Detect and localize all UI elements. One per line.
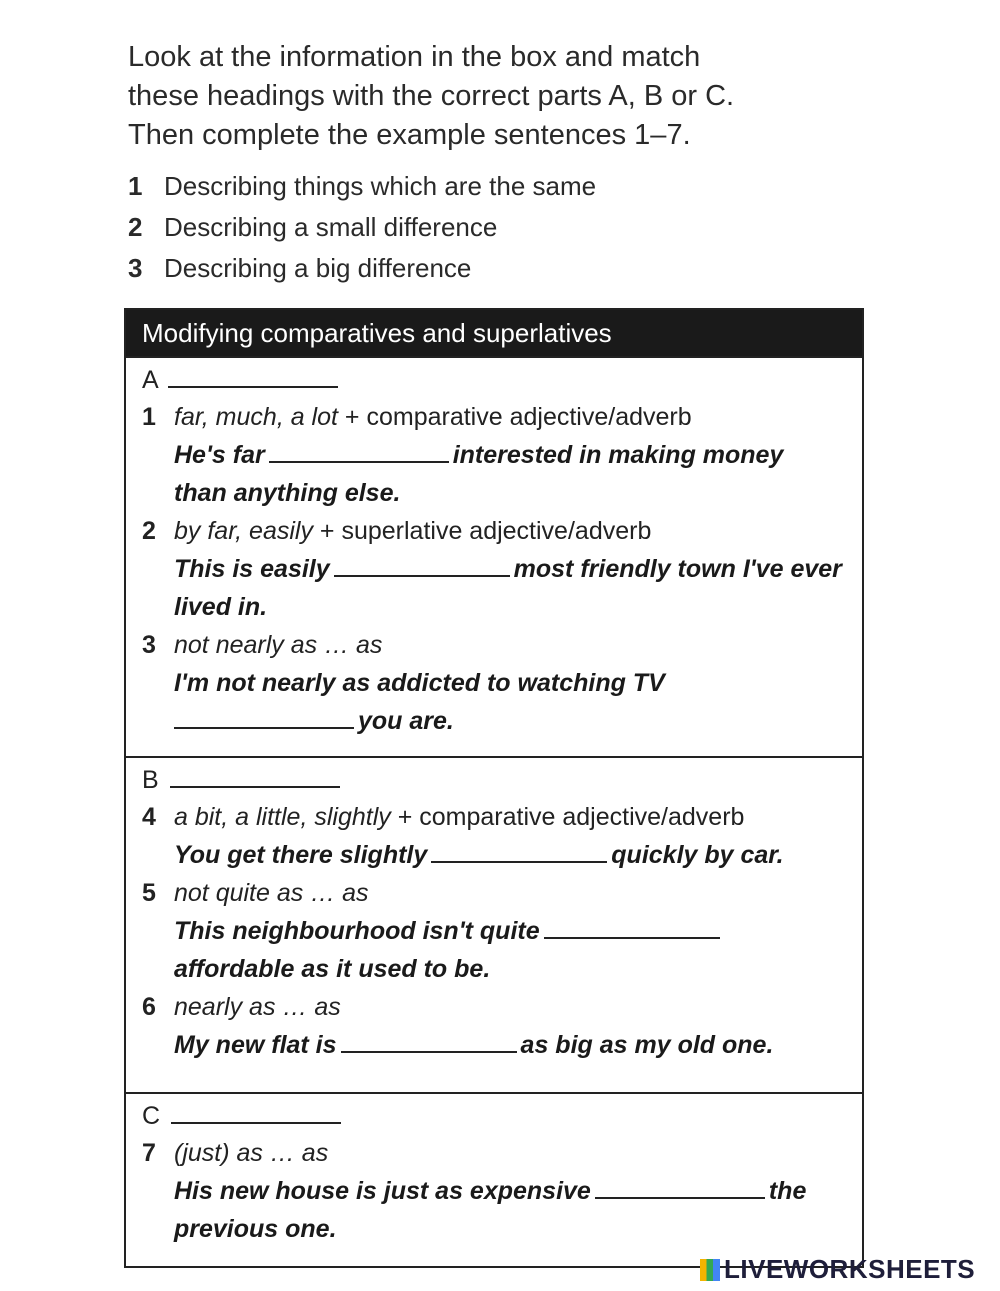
rule	[142, 1134, 862, 1172]
item-number: 2	[142, 517, 156, 545]
example	[142, 702, 862, 740]
rule	[142, 398, 862, 436]
heading-text: Describing things which are the same	[164, 171, 597, 201]
heading-number: 1	[128, 171, 143, 201]
rule-keywords: not nearly as … as	[174, 631, 383, 659]
example	[142, 1026, 862, 1064]
instruction-line: Look at the information in the box and match	[128, 41, 701, 73]
example-text: affordable as it used to be.	[174, 955, 491, 983]
answer-blank-3[interactable]	[174, 703, 354, 729]
item-7	[126, 1134, 862, 1248]
item-3	[126, 626, 862, 740]
section-label	[126, 758, 862, 798]
item-4	[126, 798, 862, 874]
box-title: Modifying comparatives and superlatives	[126, 310, 862, 356]
example-text: most friendly town I've ever	[513, 555, 842, 583]
heading-text: Describing a big difference	[164, 253, 472, 283]
instruction-line: Then complete the example sentences 1–7.	[128, 119, 691, 151]
heading-answer-blank-b[interactable]	[170, 762, 340, 788]
item-number: 7	[142, 1139, 156, 1167]
item-number: 5	[142, 879, 156, 907]
item-6	[126, 988, 862, 1064]
example-text: You get there slightly	[174, 841, 428, 869]
heading-answer-blank-a[interactable]	[168, 362, 338, 388]
item-number: 4	[142, 803, 156, 831]
example-text: This neighbourhood isn't quite	[174, 917, 540, 945]
rule	[142, 988, 862, 1026]
heading-option-3	[128, 248, 596, 289]
example	[142, 1172, 862, 1210]
example	[142, 474, 862, 512]
rule-text: + superlative adjective/adverb	[319, 517, 652, 545]
answer-blank-4[interactable]	[431, 837, 607, 863]
example-text: previous one.	[174, 1215, 337, 1243]
example	[142, 836, 862, 874]
item-number: 3	[142, 631, 156, 659]
example	[142, 912, 862, 950]
section-a	[126, 356, 862, 756]
heading-number: 2	[128, 212, 143, 242]
liveworksheets-logo	[700, 1254, 975, 1285]
section-letter: B	[142, 766, 159, 794]
section-b	[126, 756, 862, 1092]
example-text: He's far	[174, 441, 265, 469]
rule	[142, 874, 862, 912]
example	[142, 1210, 862, 1248]
example-text: quickly by car.	[611, 841, 784, 869]
item-5	[126, 874, 862, 988]
heading-answer-blank-c[interactable]	[171, 1098, 341, 1124]
section-c	[126, 1092, 862, 1248]
rule-keywords: far, much, a lot	[174, 403, 338, 431]
heading-options	[128, 166, 596, 289]
instruction-line: these headings with the correct parts A, B or C.	[128, 80, 735, 112]
rule-keywords: a bit, a little, slightly	[174, 803, 391, 831]
rule	[142, 626, 862, 664]
heading-text: Describing a small difference	[164, 212, 498, 242]
example	[142, 588, 862, 626]
example-text: as big as my old one.	[520, 1031, 774, 1059]
example-text: This is easily	[174, 555, 330, 583]
grammar-box	[124, 308, 864, 1268]
example	[142, 436, 862, 474]
answer-blank-2[interactable]	[334, 551, 510, 577]
item-number: 6	[142, 993, 156, 1021]
instructions	[128, 38, 848, 155]
item-number: 1	[142, 403, 156, 431]
rule	[142, 798, 862, 836]
item-1	[126, 398, 862, 512]
section-letter: A	[142, 366, 158, 394]
example-text: I'm not nearly as addicted to watching TV	[174, 669, 665, 697]
answer-blank-7[interactable]	[595, 1173, 765, 1199]
heading-option-1	[128, 166, 596, 207]
example	[142, 664, 862, 702]
heading-number: 3	[128, 253, 143, 283]
logo-text: LIVEWORKSHEETS	[724, 1254, 976, 1284]
rule-keywords: nearly as … as	[174, 993, 341, 1021]
item-2	[126, 512, 862, 626]
rule-keywords: not quite as … as	[174, 879, 369, 907]
example-text: than anything else.	[174, 479, 401, 507]
section-letter: C	[142, 1102, 161, 1130]
example-text: the	[768, 1177, 807, 1205]
answer-blank-6[interactable]	[341, 1027, 517, 1053]
heading-option-2	[128, 207, 596, 248]
rule	[142, 512, 862, 550]
rule-keywords: (just) as … as	[174, 1139, 329, 1167]
rule-text: + comparative adjective/adverb	[397, 803, 745, 831]
example-text: lived in.	[174, 593, 268, 621]
example-text: My new flat is	[174, 1031, 337, 1059]
answer-blank-1[interactable]	[269, 437, 449, 463]
section-label	[126, 358, 862, 398]
rule-text: + comparative adjective/adverb	[344, 403, 692, 431]
section-label	[126, 1094, 862, 1134]
example-text: His new house is just as expensive	[174, 1177, 591, 1205]
example-text: you are.	[358, 707, 454, 735]
example	[142, 950, 862, 988]
answer-blank-5[interactable]	[544, 913, 720, 939]
rule-keywords: by far, easily	[174, 517, 313, 545]
logo-icon	[700, 1259, 720, 1281]
example	[142, 550, 862, 588]
example-text: interested in making money	[452, 441, 784, 469]
